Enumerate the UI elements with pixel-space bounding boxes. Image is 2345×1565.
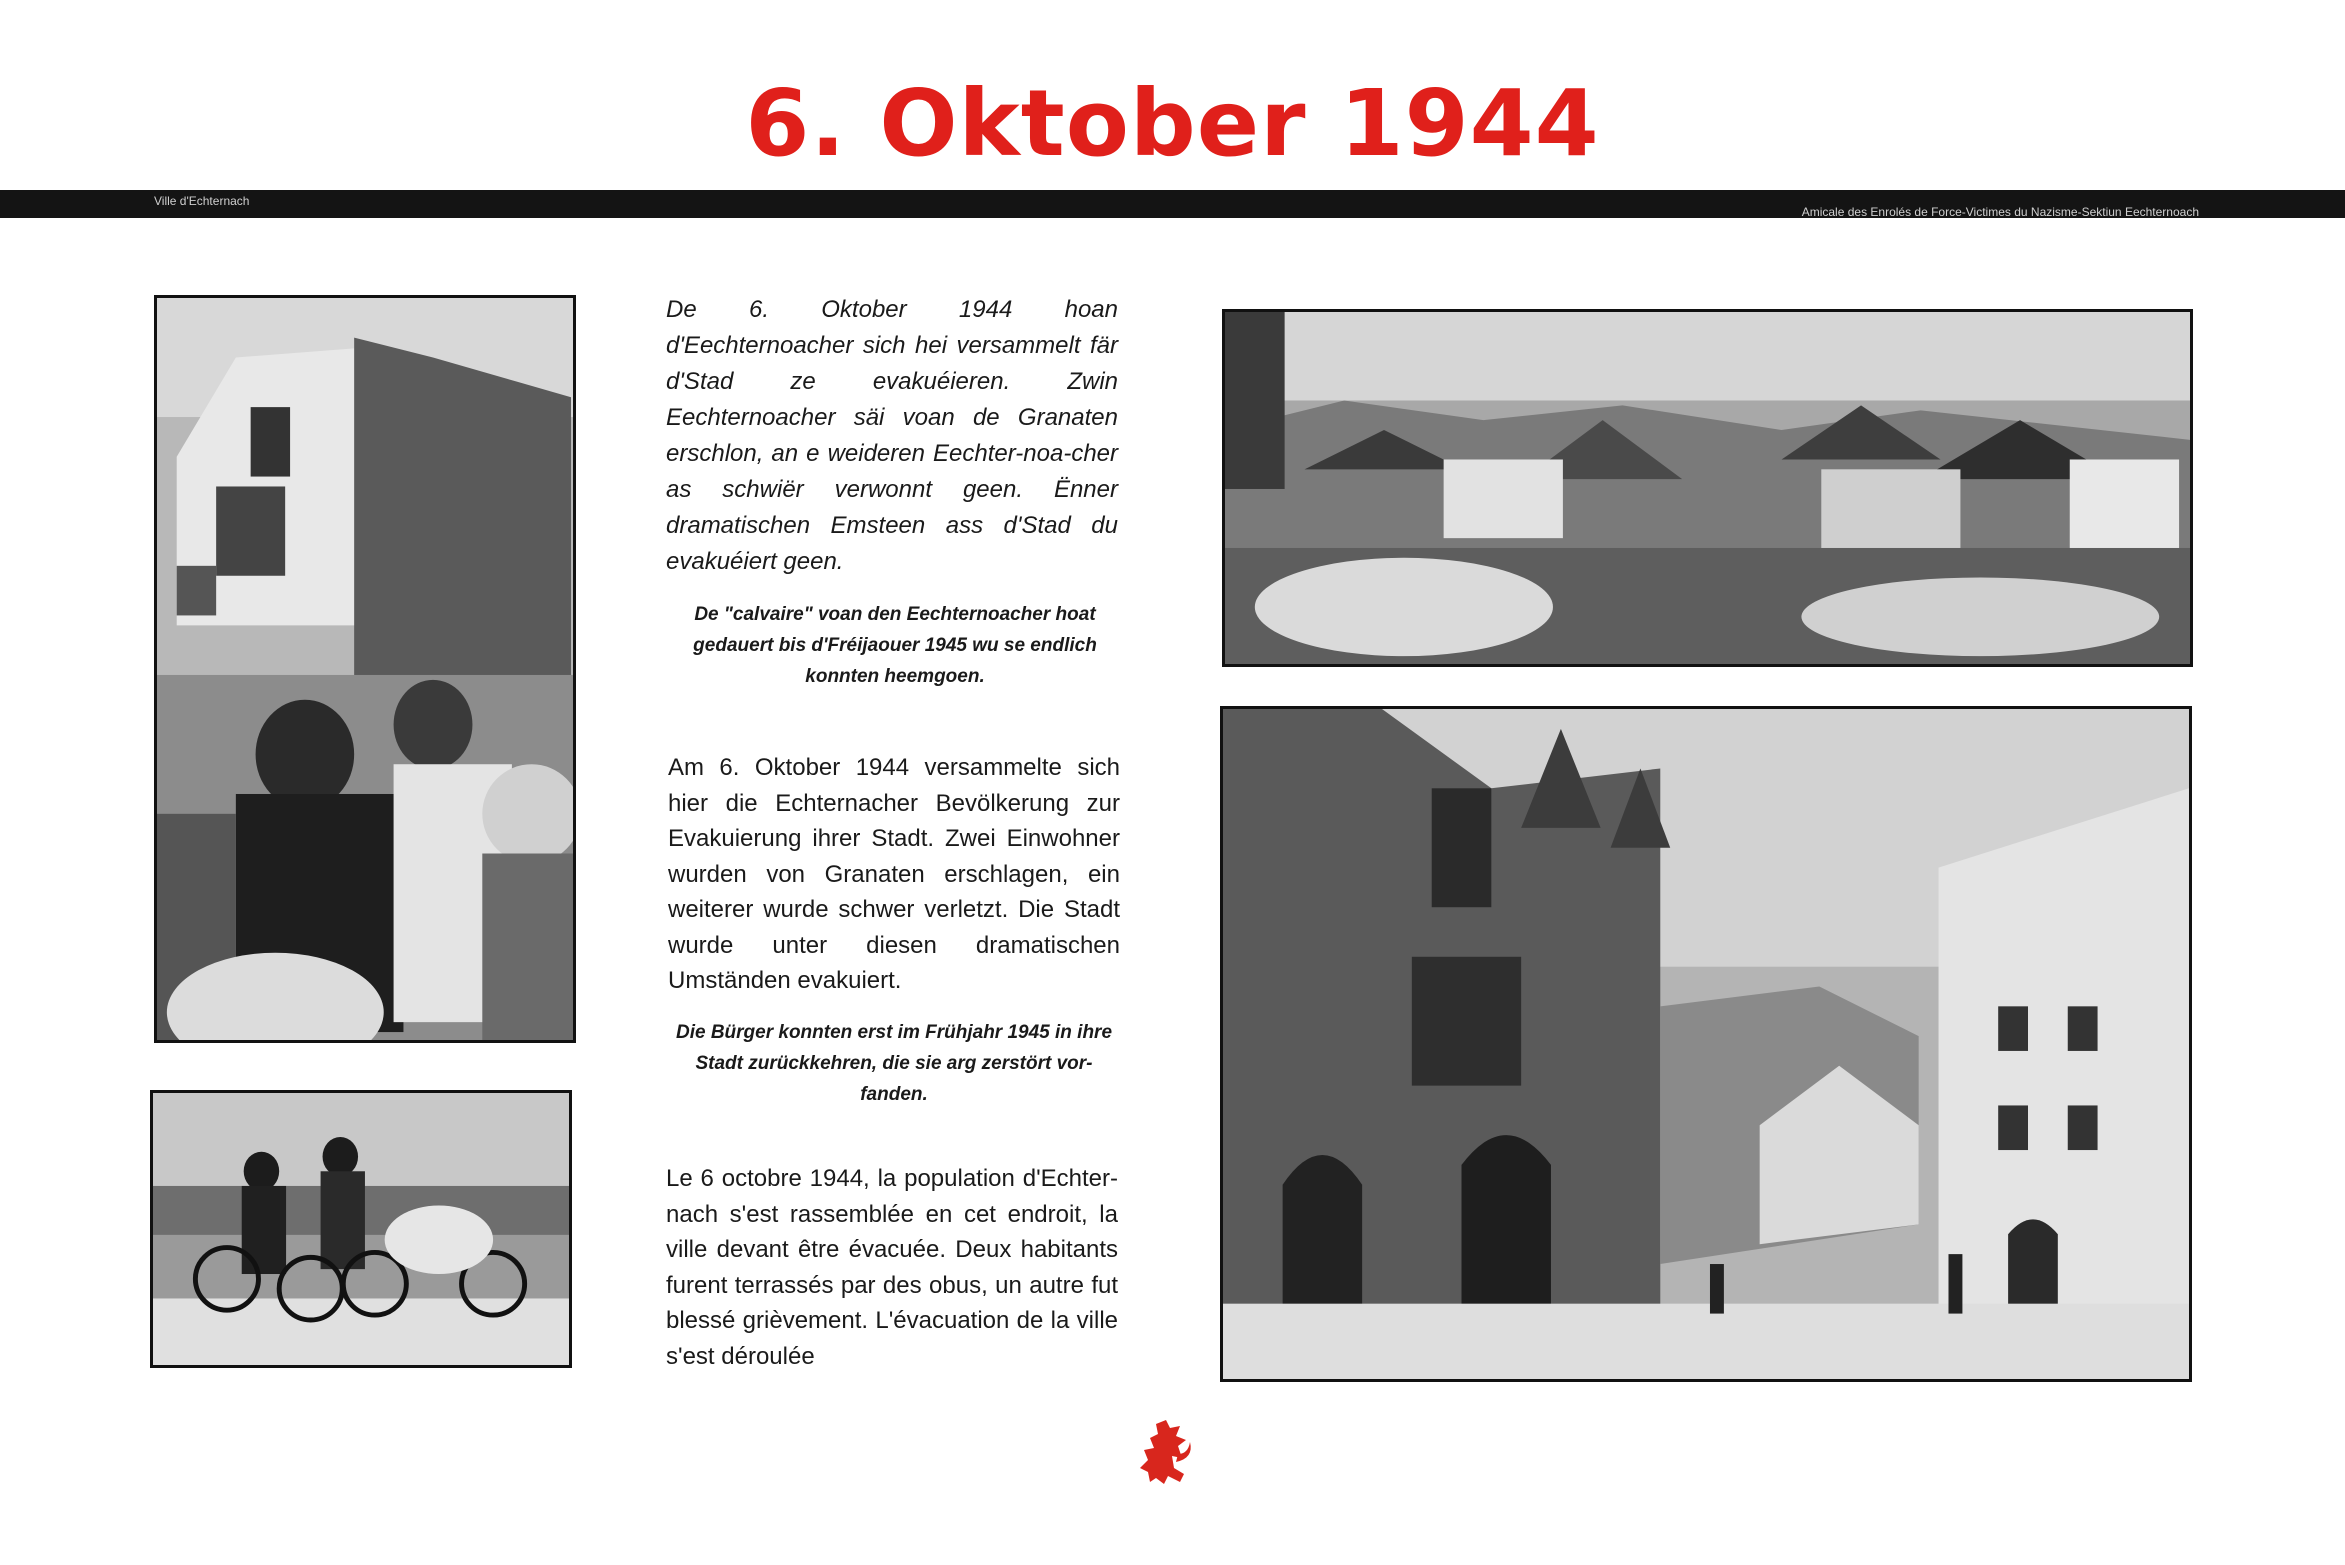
german-note: Die Bürger konnten erst im Frühjahr 1945 in ihre Stadt zurückkehren, die sie arg zerstört vor-fanden. — [675, 1022, 1113, 1105]
photo-destroyed-town-panorama — [1222, 309, 2193, 667]
luxembourgish-note: De "calvaire" voan den Eechternoacher hoat gedauert bis d'Fréijaouer 1945 wu se endlich konnten heemgoen. — [693, 604, 1097, 687]
red-lion-icon — [1136, 1418, 1196, 1486]
page-title: 6. Oktober 1944 — [745, 70, 1600, 177]
german-note-block — [666, 1017, 1122, 1110]
photo-crowd-gathering — [154, 295, 576, 1043]
header-right-caption: Amicale des Enrolés de Force-Victimes du Nazisme-Sektiun Eechternoach — [1801, 205, 2199, 219]
text-column — [666, 292, 1118, 580]
french-text: Le 6 octobre 1944, la population d'Echter-nach s'est rassemblée en cet endroit, la ville devant être évacuée. Deux habitants furent terrassés par des obus, un autre fut blessé grièvement. L'évacuation de la ville s'est déroulée — [666, 1165, 1118, 1370]
photo-cyclists — [150, 1090, 572, 1368]
german-text-block — [668, 750, 1120, 999]
photo-ruined-town-square — [1220, 706, 2192, 1382]
luxembourgish-text: De 6. Oktober 1944 hoan d'Eechternoacher sich hei versammelt fär d'Stad ze evakuéieren. Zwin Eechternoacher säi voan de Granaten erschlon, an e weideren Eechter-noa-cher as schwiër verwonnt geen. Ënner dramatischen Emsteen ass d'Stad du evakuéiert geen. — [666, 296, 1118, 575]
french-text-block — [666, 1161, 1118, 1374]
header-bar — [0, 190, 2345, 218]
luxembourgish-note-block — [672, 599, 1118, 692]
header-left-caption: Ville d'Echternach — [154, 194, 250, 208]
german-text: Am 6. Oktober 1944 versammelte sich hier die Echternacher Bevölkerung zur Evakuierung ihrer Stadt. Zwei Einwohner wurden von Granaten erschlagen, ein weiterer wurde schwer verletzt. Die Stadt wurde unter diesen dramatischen Umständen evakuiert. — [668, 754, 1120, 994]
